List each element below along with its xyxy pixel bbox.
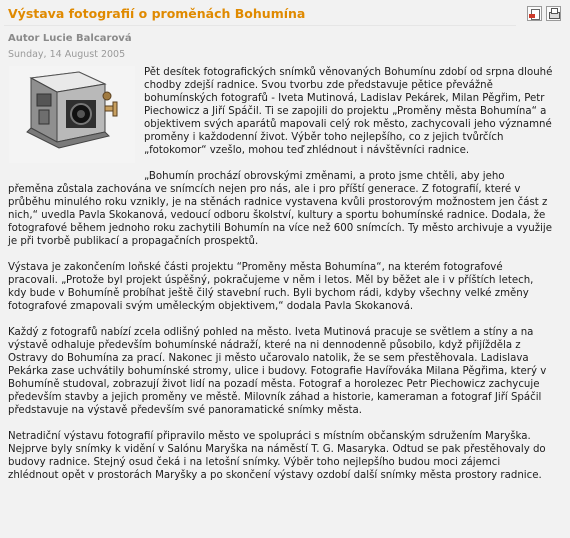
paragraph: Výstava je zakončením loňské části projektu “Proměny města Bohumína“, na kterém fotografové pracovali. „Protože byl projekt úspěšný, pokračujeme v něm i letos. Měl by běžet ale i v příštích letech, kdy bude v Bohumíně probíhat ještě čilý stavební ruch. Byli bychom rádi, kdyby všechny velké změny fotografové zmapovali svým uměleckým objektivem,“ dodala Pavla Skokanová. <box>8 262 534 312</box>
photo-spacer <box>8 66 144 174</box>
article-date: Sunday, 14 August 2005 <box>8 49 126 60</box>
article-title: Výstava fotografií o proměnách Bohumína <box>8 6 306 21</box>
paragraph: Pět desítek fotografických snímků věnovaných Bohumínu zdobí od srpna dlouhé chodby zdejší radnice. Svou tvorbu zde představuje pětice převážně bohumínských fotografů - Iveta Mutinová, Ladislav Pekárek, Milan Pěgřim, Petr Piechowicz a Jiří Spáčil. Ti se zapojili do projektu „Proměny města Bohumína“ a objektivem svých aparátů mapovali celý rok město, zachycovali jeho významné proměny i každodenní život. Výběr toho nejlepšího, co z jejich tvůrčích „fotokomor“ vzešlo, mohou teď zhlédnout i návštěvníci radnice. <box>144 67 553 156</box>
print-icon[interactable] <box>546 6 561 21</box>
paragraph: Netradiční výstavu fotografií připravilo město ve spolupráci s místním občanským sdružením Maryška. Nejprve byly snímky k vidění v Salónu Maryška na náměstí T. G. Masaryka. Odtud se pak přestěhovaly do budovy radnice. Stejný osud čeká i na letošní snímky. Výběr toho nejlepšího budou moci zájemci zhlédnout opět v prostorách Maryšky a po skončení výstavy ozdobí další snímky města prostory radnice. <box>8 431 546 481</box>
article-author: Autor Lucie Balcarová <box>8 33 132 44</box>
paragraph: „Bohumín prochází obrovskými změnami, a proto jsme chtěli, aby jeho přeměna zůstala zachována ve snímcích nejen pro nás, ale i pro příští generace. Z fotografií, které v průběhu minulého roku vznikly, je na stěnách radnice vystavena kvůli prostorovým možnostem jen část z nich,“ uvedla Pavla Skokanová, vedoucí odboru školství, kultury a sportu bohumínské radnice. Dodala, že fotografové během jednoho roku zachytili Bohumín na více než 600 snímcích. Ty město archivuje a využije je při tvorbě publikací a propagačních prospektů. <box>8 171 553 247</box>
article-body <box>8 66 553 495</box>
paragraph: Každý z fotografů nabízí zcela odlišný pohled na město. Iveta Mutinová pracuje se světlem a stíny a na výstavě odhaluje především bohumínské nádraží, které na ni dennodenně působilo, když přijížděla z Ostravy do Bohumína za prací. Nakonec ji město učarovalo natolik, že se sem přestěhovala. Ladislava Pekárka zase uchvátily bohumínské stromy, ulice i budovy. Fotografie Havířováka Milana Pěgřima, který v Bohumíně studoval, zobrazují život lidí na pozadí města. Fotograf a horolezec Petr Piechowicz zachycuje především stavby a jejich proměny ve městě. Milovník záhad a historie, kameraman a fotograf Jiří Spáčil představuje na výstavě především své panoramatické snímky města. <box>8 327 547 416</box>
title-divider <box>4 25 516 26</box>
pdf-icon[interactable] <box>527 6 542 21</box>
